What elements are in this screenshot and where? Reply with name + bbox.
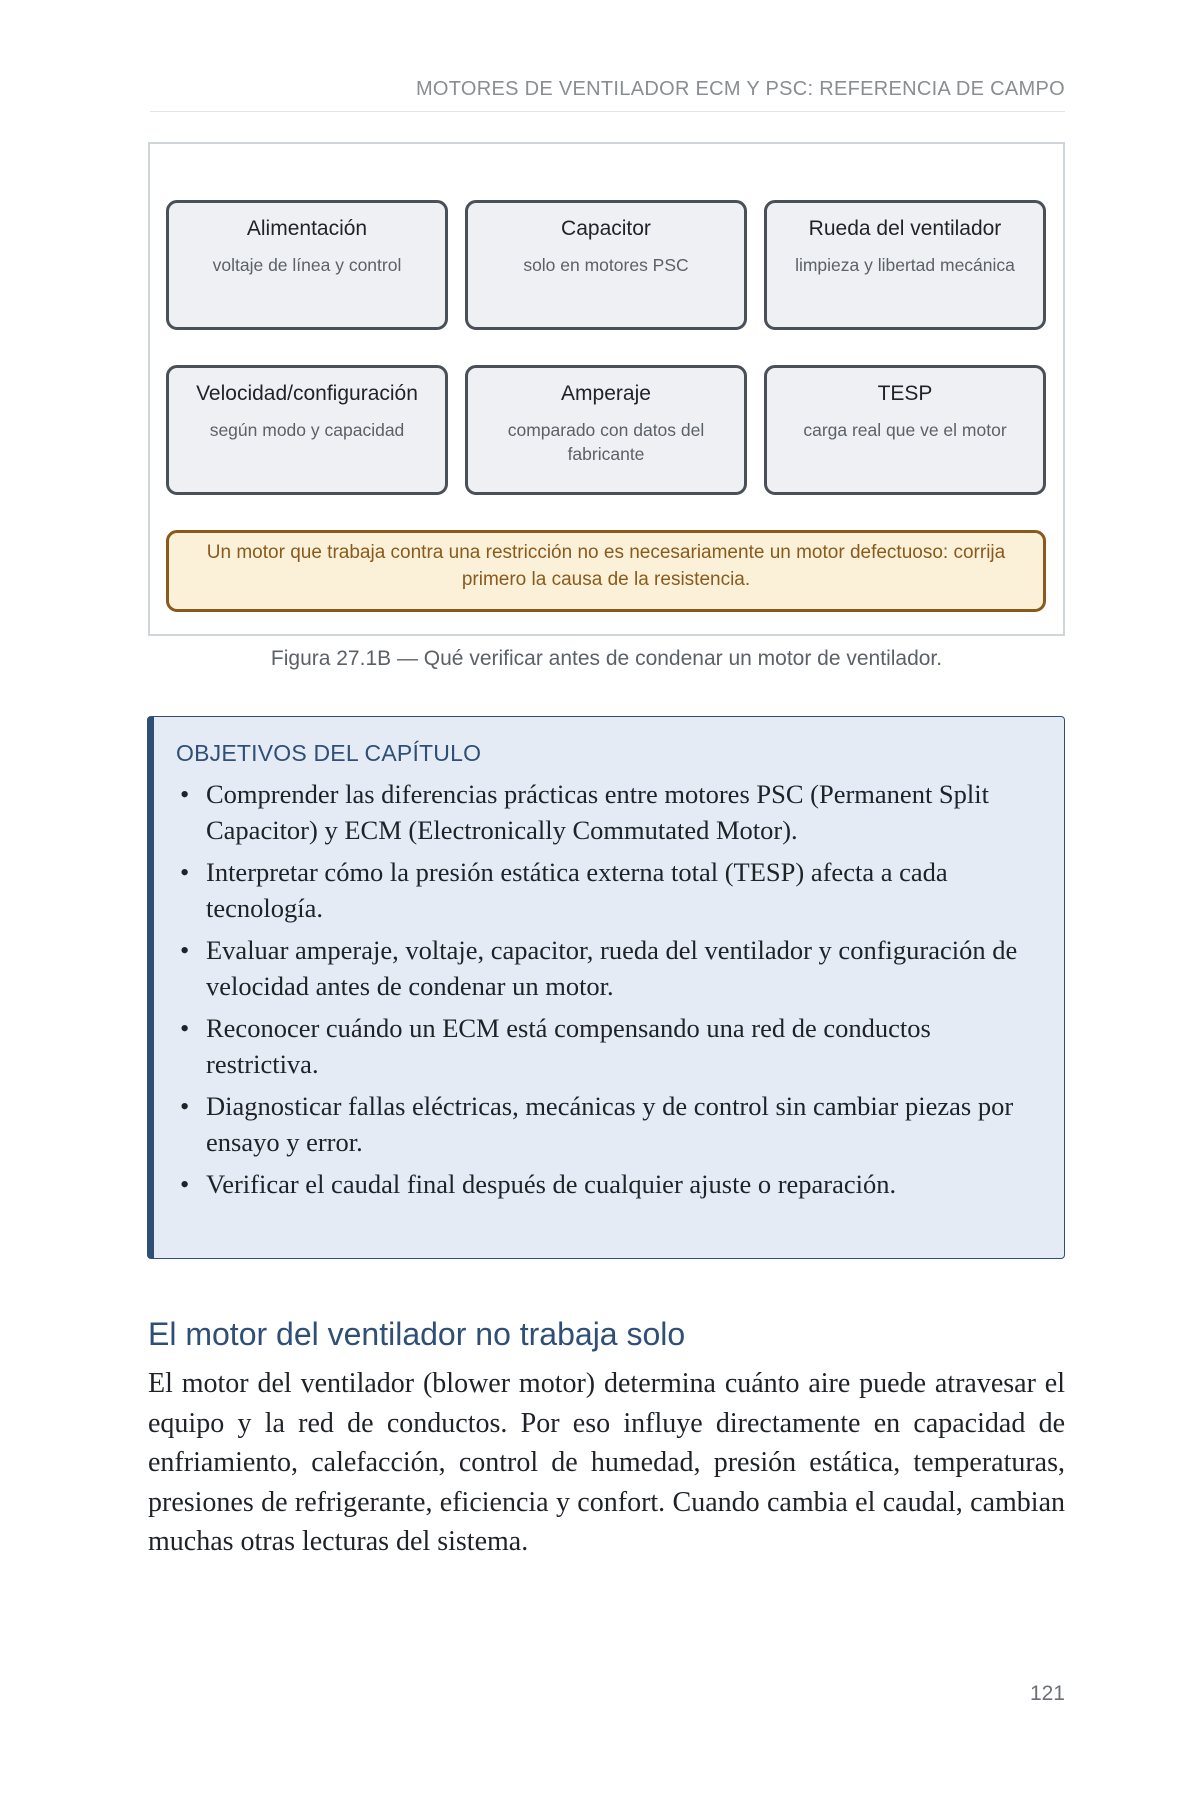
card-velocidad-configuracion — [166, 365, 448, 495]
section-heading: El motor del ventilador no trabaja solo — [148, 1316, 686, 1352]
objective-text: Evaluar amperaje, voltaje, capacitor, rueda del ventilador y configuración de velocidad antes de condenar un motor. — [206, 935, 1018, 1001]
objective-text: Verificar el caudal final después de cualquier ajuste o reparación. — [206, 1169, 897, 1199]
card-tesp — [764, 365, 1046, 495]
card-alimentacion — [166, 200, 448, 330]
figure-diagram — [148, 142, 1065, 636]
body-paragraph: El motor del ventilador (blower motor) determina cuánto aire puede atravesar el equipo y la red de conductos. Por eso influye directamente en capacidad de enfriamiento, calefacción, control de humedad, presión estática, temperaturas, presiones de refrigerante, eficiencia y confort. Cuando cambia el caudal, cambian muchas otras lecturas del sistema. — [148, 1368, 1065, 1557]
list-item — [176, 1166, 1044, 1202]
card-subtitle: según modo y capacidad — [209, 420, 405, 440]
objective-text: Interpretar cómo la presión estática externa total (TESP) afecta a cada tecnología. — [206, 857, 948, 923]
card-subtitle: voltaje de línea y control — [212, 255, 402, 275]
running-header: MOTORES DE VENTILADOR ECM Y PSC: REFERENCIA DE CAMPO — [150, 78, 1065, 112]
bullet-icon: • — [180, 857, 190, 887]
card-subtitle: comparado con datos del fabricante — [507, 420, 705, 464]
card-title: Alimentación — [246, 217, 368, 240]
bullet-icon: • — [180, 935, 190, 965]
card-subtitle: solo en motores PSC — [523, 255, 689, 275]
bullet-icon: • — [180, 779, 190, 809]
card-subtitle: limpieza y libertad mecánica — [795, 255, 1015, 275]
bullet-icon: • — [180, 1169, 190, 1199]
card-title: Amperaje — [561, 382, 651, 405]
card-capacitor — [465, 200, 747, 330]
page-number: 121 — [1029, 1682, 1065, 1705]
chapter-objectives-box — [147, 716, 1065, 1259]
card-amperaje — [465, 365, 747, 495]
bullet-icon: • — [180, 1091, 190, 1121]
objective-text: Diagnosticar fallas eléctricas, mecánicas y de control sin cambiar piezas por ensayo y error. — [206, 1091, 1014, 1157]
card-title: Velocidad/configuración — [196, 382, 418, 405]
card-title: Rueda del ventilador — [808, 217, 1002, 240]
list-item — [176, 1088, 1044, 1160]
card-title: Capacitor — [561, 217, 651, 240]
list-item — [176, 776, 1044, 848]
list-item — [176, 1010, 1044, 1082]
objective-text: Reconocer cuándo un ECM está compensando una red de conductos restrictiva. — [206, 1013, 931, 1079]
card-title: TESP — [877, 382, 933, 405]
objectives-heading: OBJETIVOS DEL CAPÍTULO — [176, 740, 482, 766]
list-item — [176, 932, 1044, 1004]
warning-callout: Un motor que trabaja contra una restricción no es necesariamente un motor defectuoso: corrija primero la causa de la resistencia. — [166, 530, 1046, 612]
list-item — [176, 854, 1044, 926]
bullet-icon: • — [180, 1013, 190, 1043]
objective-text: Comprender las diferencias prácticas entre motores PSC (Permanent Split Capacitor) y ECM (Electronically Commutated Motor). — [206, 779, 990, 845]
objectives-list — [176, 776, 1044, 1202]
card-rueda-ventilador — [764, 200, 1046, 330]
card-subtitle: carga real que ve el motor — [803, 420, 1007, 440]
figure-caption: Figura 27.1B — Qué verificar antes de condenar un motor de ventilador. — [270, 647, 943, 670]
